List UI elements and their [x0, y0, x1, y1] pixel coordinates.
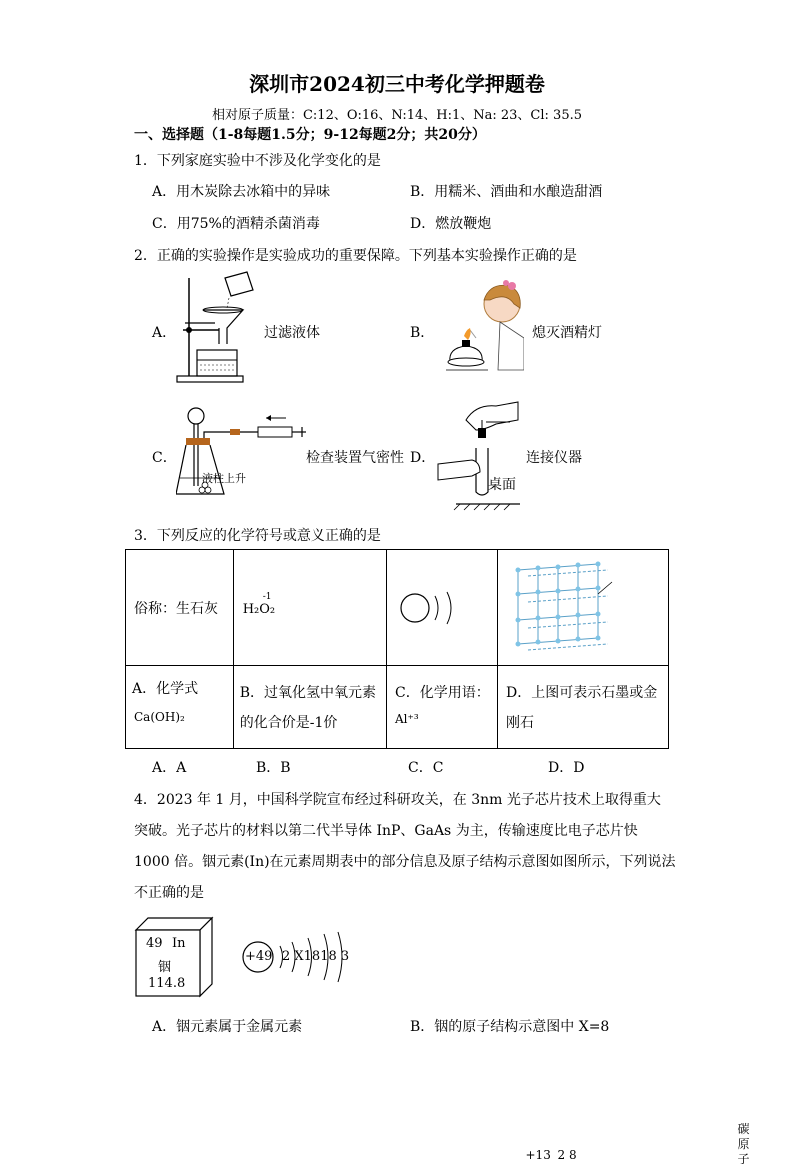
aluminium-ion-structure — [393, 568, 493, 648]
atomic-masses: 相对原子质量：C:12、O:16、N:14、H:1、Na: 23、Cl: 35.5 — [211, 108, 582, 123]
indium-shells: 2 X1818 3 — [282, 949, 350, 964]
q1-option-c: C．用75%的酒精杀菌消毒 — [152, 216, 320, 232]
indium-atomic-mass: 114.8 — [148, 976, 186, 991]
q2-a-label: A． — [152, 325, 177, 341]
q3-answer-c: C．C — [408, 760, 444, 776]
girl-blowing-lamp — [440, 278, 524, 378]
q4-option-b: B．铟的原子结构示意图中 X=8 — [410, 1019, 610, 1035]
q3-r2-c4 — [497, 666, 668, 749]
q4-line2: 突破。光子芯片的材料以第二代半导体 InP、GaAs 为主，传输速度比电子芯片快 — [134, 823, 638, 839]
q3-r2-c2-line2: 的化合价是-1价 — [239, 715, 338, 731]
page-title: 深圳市2024初三中考化学押题卷 — [249, 72, 545, 96]
q3-r2-c2-line1: B．过氧化氢中氧元素 — [239, 685, 377, 701]
q2-d-label: D． — [410, 450, 436, 466]
indium-nucleus: +49 — [245, 949, 273, 964]
q3-r2-c4-line2: 刚石 — [505, 715, 534, 731]
q3-r2-c2 — [233, 666, 386, 749]
q3-answer-d: D．D — [548, 760, 585, 776]
q3-r1-c1 — [126, 550, 234, 666]
q4-line3: 1000 倍。铟元素(In)在元素周期表中的部分信息及原子结构示意图如图所示，下列说法 — [134, 854, 676, 870]
q2-b-text: 熄灭酒精灯 — [532, 325, 602, 341]
q4-line4: 不正确的是 — [134, 885, 204, 901]
oxygen-valence: -1 — [262, 592, 272, 602]
q2-c-inner-label: 液柱上升 — [202, 472, 246, 485]
q3-r2-c4-line1: D．上图可表示石墨或金 — [505, 685, 658, 701]
q2-d-inner-label: 桌面 — [488, 477, 516, 493]
indium-atomic-number: 49 — [146, 936, 163, 951]
section-heading: 一、选择题（1-8每题1.5分；9-12每题2分；共20分） — [134, 127, 486, 143]
q2-stem: 2．正确的实验操作是实验成功的重要保障。下列基本实验操作正确的是 — [134, 248, 577, 264]
q3-answer-a: A．A — [152, 760, 187, 776]
q3-r1-c2 — [233, 550, 386, 666]
carbon-atom-label: 碳原子 — [737, 1121, 750, 1166]
al-shells: 2 8 — [557, 1147, 577, 1162]
q1-option-b: B．用糯米、酒曲和水酿造甜酒 — [410, 184, 603, 200]
q2-c-label: C． — [152, 450, 177, 466]
q2-c-text: 检查装置气密性 — [306, 450, 404, 466]
q4-option-a: A．铟元素属于金属元素 — [152, 1019, 303, 1035]
q1-option-d: D．燃放鞭炮 — [410, 216, 492, 232]
al-nucleus: +13 — [525, 1147, 551, 1162]
q3-answer-b: B．B — [256, 760, 291, 776]
q1-option-a: A．用木炭除去冰箱中的异味 — [152, 184, 331, 200]
h2o2-formula: H₂O₂ — [242, 602, 276, 617]
q3-r2-c1-line2: Ca(OH)₂ — [134, 710, 185, 724]
indium-name: 铟 — [158, 960, 172, 975]
q3-r2-c1-line1: A．化学式 — [132, 681, 199, 697]
airtightness-apparatus — [176, 406, 308, 502]
q3-r1-c1-text: 俗称：生石灰 — [134, 601, 218, 617]
indium-symbol: In — [172, 936, 186, 951]
q3-stem: 3．下列反应的化学符号或意义正确的是 — [134, 528, 381, 544]
q3-r2-c3 — [387, 666, 498, 749]
carbon-lattice-diagram — [498, 550, 668, 662]
filtration-apparatus — [175, 270, 255, 385]
q2-d-text: 连接仪器 — [526, 450, 582, 466]
q4-line1: 4．2023 年 1 月，中国科学院宣布经过科研攻关，在 3nm 光子芯片技术上取得重大 — [134, 792, 661, 808]
q3-r2-c3-line1: C．化学用语： — [395, 685, 490, 701]
q2-b-label: B． — [410, 325, 435, 341]
connect-apparatus-hands — [436, 400, 520, 512]
q2-a-text: 过滤液体 — [264, 325, 320, 341]
q1-stem: 1．下列家庭实验中不涉及化学变化的是 — [134, 153, 381, 169]
q3-r2-c1 — [126, 666, 234, 749]
q3-r2-c3-line2: Al⁺³ — [395, 712, 419, 726]
